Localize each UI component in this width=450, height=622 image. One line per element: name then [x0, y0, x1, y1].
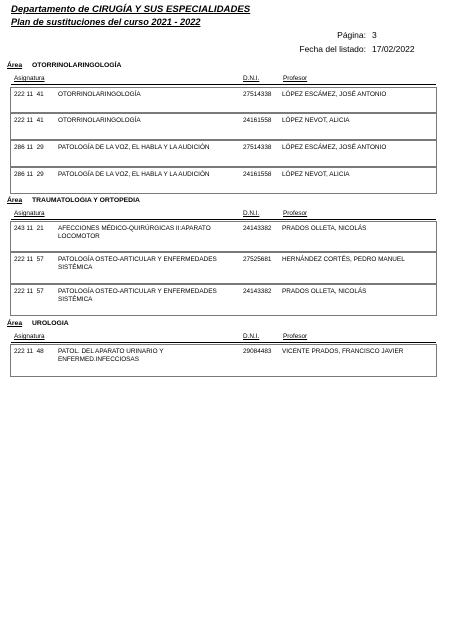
- column-header-asignatura: Asignatura: [14, 210, 45, 217]
- dni-value: 29084483: [243, 348, 272, 355]
- area-label: Área: [7, 197, 23, 204]
- table-row: [10, 221, 437, 252]
- table-row: [10, 252, 437, 284]
- subject-code: 222 11 48: [14, 348, 44, 355]
- column-header-dni: D.N.I.: [243, 75, 260, 82]
- professor-name: LÓPEZ NEVOT, ALICIA: [282, 117, 350, 124]
- subject-code: 222 11 57: [14, 256, 44, 263]
- table-row: [10, 113, 437, 140]
- column-header-profesor: Profesor: [283, 210, 308, 217]
- table-row: [10, 87, 437, 113]
- area-label: Área: [7, 320, 23, 327]
- table-row: [10, 167, 437, 194]
- plan-title: Plan de sustituciones del curso 2021 - 2022: [11, 17, 201, 27]
- professor-name: LÓPEZ NEVOT, ALICIA: [282, 171, 350, 178]
- professor-name: PRADOS OLLETA, NICOLÁS: [282, 225, 367, 232]
- header-divider: [11, 219, 436, 220]
- page-label: Página:: [337, 30, 366, 40]
- subject-name: PATOL. DEL APARATO URINARIO Y ENFERMED.INFECCIOSAS: [58, 348, 164, 363]
- header-divider: [11, 342, 436, 343]
- department-title: Departamento de CIRUGÍA Y SUS ESPECIALIDADES: [11, 4, 251, 15]
- professor-name: VICENTE PRADOS, FRANCISCO JAVIER: [282, 348, 404, 355]
- column-header-asignatura: Asignatura: [14, 333, 45, 340]
- subject-code: 222 11 57: [14, 288, 44, 295]
- column-header-dni: D.N.I.: [243, 210, 260, 217]
- dni-value: 27514338: [243, 144, 272, 151]
- subject-name: PATOLOGÍA DE LA VOZ, EL HABLA Y LA AUDICIÓN: [58, 144, 210, 151]
- dni-value: 24161558: [243, 171, 272, 178]
- area-name: OTORRINOLARINGOLOGÍA: [32, 62, 122, 69]
- subject-name: PATOLOGÍA OSTEO-ARTICULAR Y ENFERMEDADES SISTÉMICA: [58, 256, 217, 271]
- header-divider: [11, 84, 436, 85]
- area-name: UROLOGIA: [32, 320, 69, 327]
- subject-name: OTORRINOLARINGOLOGÍA: [58, 91, 141, 98]
- professor-name: LÓPEZ ESCÁMEZ, JOSÉ ANTONIO: [282, 91, 387, 98]
- area-heading: [7, 62, 122, 69]
- area-heading: [7, 320, 69, 327]
- column-header-asignatura: Asignatura: [14, 75, 45, 82]
- subject-name: PATOLOGÍA DE LA VOZ, EL HABLA Y LA AUDICIÓN: [58, 171, 210, 178]
- dni-value: 24161558: [243, 117, 272, 124]
- professor-name: LÓPEZ ESCÁMEZ, JOSÉ ANTONIO: [282, 144, 387, 151]
- table-row: [10, 140, 437, 167]
- area-heading: [7, 197, 140, 204]
- date-label: Fecha del listado:: [299, 44, 366, 54]
- column-header-profesor: Profesor: [283, 333, 308, 340]
- table-row: [10, 284, 437, 316]
- dni-value: 24143382: [243, 225, 272, 232]
- area-name: TRAUMATOLOGIA Y ORTOPEDIA: [32, 197, 140, 204]
- area-label: Área: [7, 62, 23, 69]
- subject-code: 286 11 29: [14, 144, 44, 151]
- subject-code: 243 11 21: [14, 225, 44, 232]
- subject-code: 222 11 41: [14, 117, 44, 124]
- column-header-profesor: Profesor: [283, 75, 308, 82]
- subject-code: 222 11 41: [14, 91, 44, 98]
- page-number: 3: [372, 30, 377, 40]
- subject-name: PATOLOGÍA OSTEO-ARTICULAR Y ENFERMEDADES SISTÉMICA: [58, 288, 217, 303]
- column-header-dni: D.N.I.: [243, 333, 260, 340]
- professor-name: HERNÁNDEZ CORTÉS, PEDRO MANUEL: [282, 256, 405, 263]
- date-value: 17/02/2022: [372, 44, 415, 54]
- dni-value: 24143382: [243, 288, 272, 295]
- subject-name: OTORRINOLARINGOLOGÍA: [58, 117, 141, 124]
- subject-code: 286 11 29: [14, 171, 44, 178]
- table-row: [10, 344, 437, 377]
- dni-value: 27514338: [243, 91, 272, 98]
- professor-name: PRADOS OLLETA, NICOLÁS: [282, 288, 367, 295]
- subject-name: AFECCIONES MÉDICO-QUIRÚRGICAS II:APARATO LOCOMOTOR: [58, 225, 211, 240]
- dni-value: 27525681: [243, 256, 272, 263]
